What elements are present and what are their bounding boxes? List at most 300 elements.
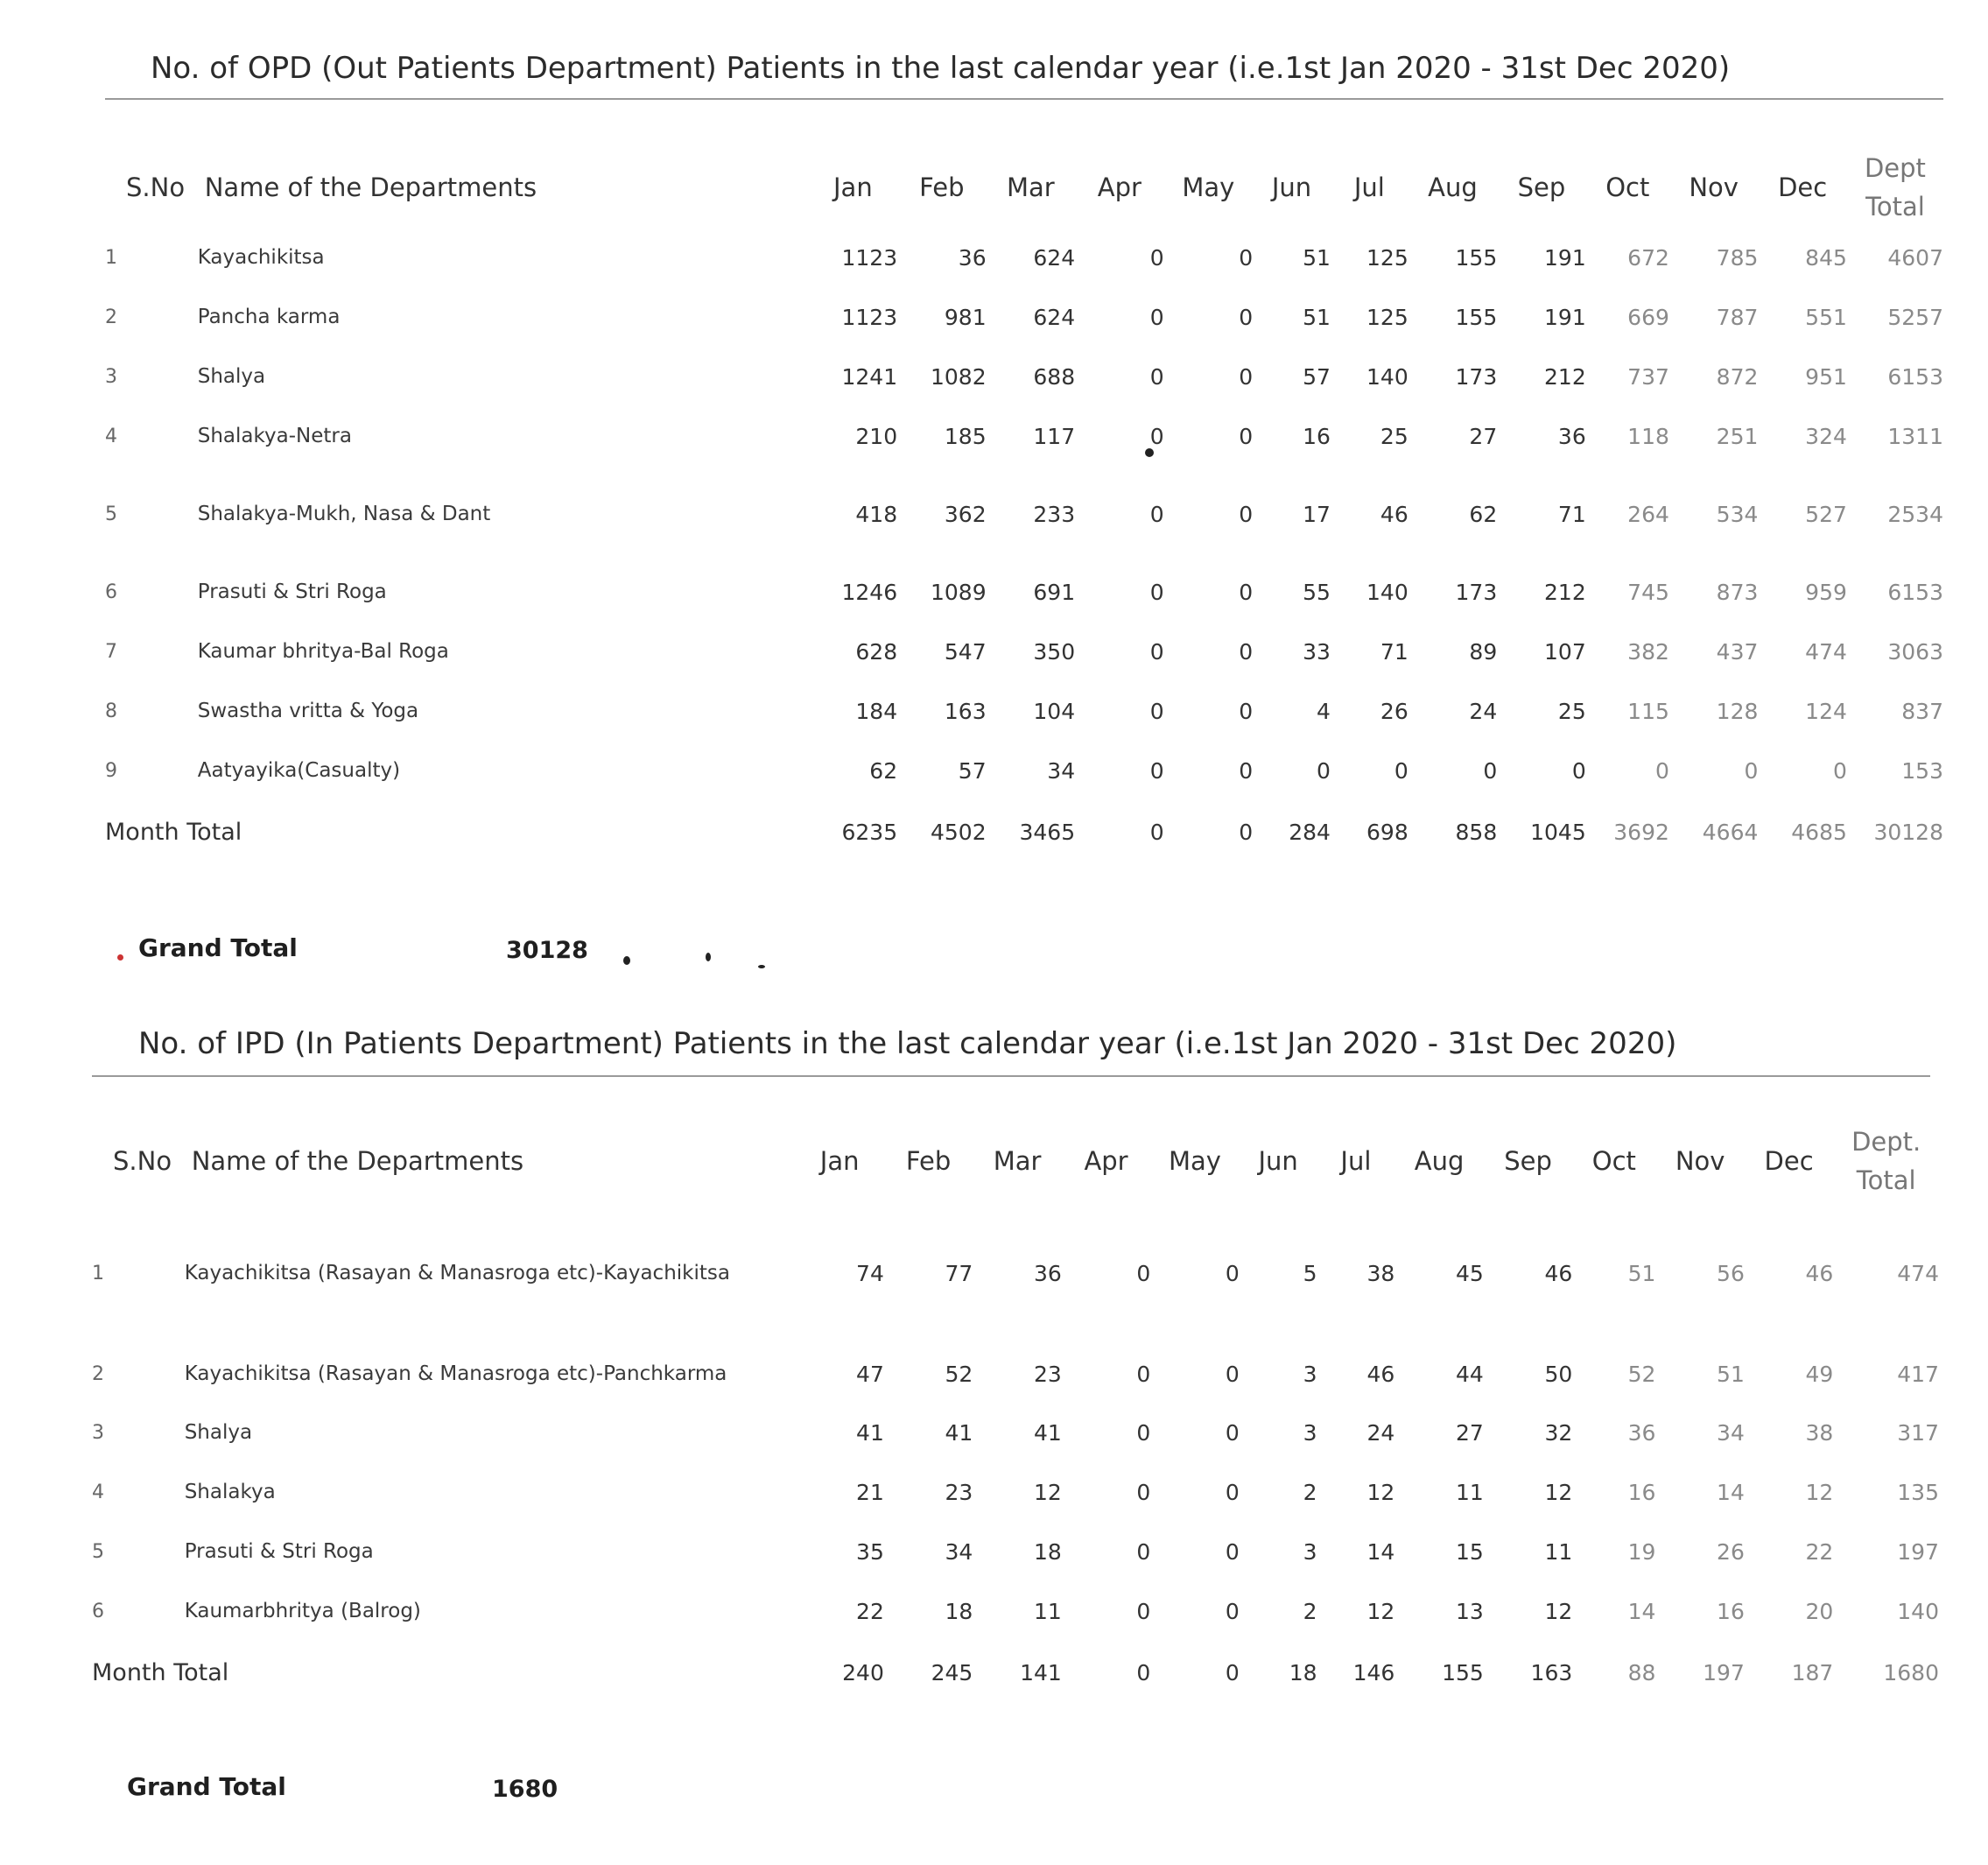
opd-dept-name-cell: Kayachikitsa [197,246,325,269]
ipd-month-total-cell: 88 [1627,1659,1656,1686]
opd-grand-total-label: Grand Total [138,933,298,962]
ipd-value-cell: 12 [1366,1598,1395,1624]
opd-value-cell: 0 [1744,757,1759,784]
opd-value-cell: 185 [944,423,987,449]
opd-value-cell: 5257 [1887,304,1943,330]
opd-value-cell: 153 [1901,757,1943,784]
opd-value-cell: 2534 [1887,501,1943,527]
ipd-title-rule [92,1075,1930,1077]
ipd-value-cell: 36 [1033,1260,1062,1286]
opd-month-total-cell: 6235 [841,819,898,845]
opd-sno-cell: 8 [105,700,117,722]
opd-dept-name-cell: Swastha vritta & Yoga [197,700,419,722]
opd-dept-name-cell: Shalakya-Netra [197,425,352,447]
opd-table-row [105,741,1943,800]
ipd-table-row [92,1462,1939,1522]
opd-value-cell: 1246 [841,579,898,605]
opd-value-cell: 57 [958,757,987,784]
opd-value-cell: 437 [1716,638,1759,665]
opd-value-cell: 0 [1149,579,1164,605]
opd-value-cell: 0 [1239,423,1254,449]
ipd-month-header: Jun [1258,1146,1298,1176]
opd-value-cell: 382 [1627,638,1669,665]
opd-value-cell: 845 [1805,244,1847,271]
ipd-value-cell: 52 [945,1361,973,1387]
opd-value-cell: 1123 [841,244,898,271]
opd-value-cell: 117 [1033,423,1076,449]
ipd-value-cell: 3 [1303,1419,1317,1446]
opd-value-cell: 350 [1033,638,1076,665]
opd-value-cell: 173 [1455,363,1498,390]
opd-month-header: Mar [1007,172,1055,202]
opd-value-cell: 0 [1149,501,1164,527]
opd-month-header: May [1182,172,1235,202]
opd-value-cell: 155 [1455,244,1498,271]
opd-dept-name-cell: Shalya [197,365,266,388]
opd-value-cell: 872 [1716,363,1759,390]
opd-value-cell: 474 [1805,638,1847,665]
ipd-value-cell: 16 [1627,1479,1656,1505]
opd-value-cell: 0 [1149,363,1164,390]
opd-value-cell: 0 [1832,757,1847,784]
opd-value-cell: 124 [1805,698,1847,724]
ipd-value-cell: 2 [1303,1479,1317,1505]
opd-value-cell: 46 [1380,501,1408,527]
ipd-value-cell: 317 [1897,1419,1939,1446]
opd-value-cell: 0 [1239,579,1254,605]
ipd-value-cell: 0 [1225,1260,1240,1286]
ipd-month-header: Feb [905,1146,952,1176]
opd-month-header: Oct [1605,172,1650,202]
ipd-value-cell: 0 [1225,1598,1240,1624]
ipd-value-cell: 35 [856,1538,884,1565]
opd-value-cell: 115 [1627,698,1669,724]
ipd-body [92,1201,1939,1704]
ipd-value-cell: 27 [1455,1419,1484,1446]
ipd-value-cell: 2 [1303,1598,1317,1624]
ipd-sno-header: S.No [113,1146,172,1176]
opd-sno-cell: 3 [105,365,117,388]
opd-value-cell: 787 [1716,304,1759,330]
ipd-value-cell: 41 [945,1419,973,1446]
opd-value-cell: 184 [855,698,898,724]
ipd-value-cell: 15 [1455,1538,1484,1565]
scan-speck [706,953,711,961]
ipd-month-header: Sep [1504,1146,1552,1176]
opd-value-cell: 0 [1149,304,1164,330]
ipd-value-cell: 46 [1544,1260,1573,1286]
opd-value-cell: 51 [1303,304,1331,330]
opd-value-cell: 140 [1366,363,1408,390]
ipd-month-header: Apr [1084,1146,1128,1176]
opd-value-cell: 0 [1239,698,1254,724]
opd-value-cell: 55 [1303,579,1331,605]
opd-value-cell: 125 [1366,244,1408,271]
opd-value-cell: 25 [1380,423,1408,449]
ipd-grand-total-label: Grand Total [127,1772,286,1801]
opd-value-cell: 33 [1303,638,1331,665]
ipd-value-cell: 0 [1136,1260,1151,1286]
opd-month-total-label: Month Total [105,818,242,846]
opd-sno-header: S.No [126,172,186,202]
opd-value-cell: 26 [1380,698,1408,724]
ipd-value-cell: 38 [1366,1260,1395,1286]
opd-title: No. of OPD (Out Patients Department) Patients in the last calendar year (i.e.1st Jan 2020 - 31st Dec 2020) [151,51,1731,86]
opd-total-header: Dept Total [1864,153,1926,222]
ipd-value-cell: 24 [1366,1419,1395,1446]
ipd-value-cell: 0 [1136,1479,1151,1505]
opd-value-cell: 0 [1239,304,1254,330]
opd-value-cell: 36 [1557,423,1586,449]
opd-value-cell: 547 [944,638,987,665]
opd-value-cell: 107 [1544,638,1586,665]
opd-month-header: Apr [1097,172,1142,202]
ipd-value-cell: 12 [1544,1598,1573,1624]
ipd-value-cell: 11 [1033,1598,1062,1624]
opd-table-row [105,622,1943,681]
ipd-grand-total-value: 1680 [492,1776,558,1803]
ipd-value-cell: 51 [1717,1361,1745,1387]
opd-sno-cell: 1 [105,246,117,269]
ipd-month-header: Aug [1414,1146,1465,1176]
ipd-value-cell: 51 [1627,1260,1656,1286]
opd-month-header: Nov [1689,172,1739,202]
ipd-value-cell: 34 [945,1538,973,1565]
opd-sno-cell: 5 [105,503,117,525]
opd-value-cell: 71 [1380,638,1408,665]
opd-value-cell: 0 [1239,501,1254,527]
opd-value-cell: 24 [1469,698,1498,724]
ipd-value-cell: 0 [1136,1419,1151,1446]
opd-month-total-cell: 698 [1366,819,1408,845]
opd-dept-name-cell: Kaumar bhritya-Bal Roga [197,640,449,663]
opd-value-cell: 191 [1544,304,1586,330]
opd-month-header: Dec [1778,172,1828,202]
ipd-dept-name-cell: Kaumarbhritya (Balrog) [184,1600,421,1622]
opd-month-total-cell: 4502 [930,819,987,845]
ipd-sno-cell: 6 [92,1600,104,1622]
opd-value-cell: 0 [1394,757,1408,784]
ipd-value-cell: 11 [1544,1538,1573,1565]
ipd-month-total-cell: 141 [1020,1659,1062,1686]
opd-value-cell: 0 [1654,757,1669,784]
opd-value-cell: 71 [1557,501,1586,527]
ipd-month-total-cell: 197 [1703,1659,1745,1686]
opd-value-cell: 1241 [841,363,898,390]
opd-value-cell: 527 [1805,501,1847,527]
ipd-name-header: Name of the Departments [191,1146,524,1176]
opd-month-total-cell: 4664 [1702,819,1759,845]
opd-sno-cell: 4 [105,425,117,447]
opd-sno-cell: 6 [105,581,117,603]
ipd-value-cell: 11 [1455,1479,1484,1505]
opd-value-cell: 140 [1366,579,1408,605]
opd-table [105,147,1943,863]
opd-value-cell: 837 [1901,698,1943,724]
opd-name-header: Name of the Departments [204,172,537,202]
opd-table-row [105,562,1943,622]
ipd-title: No. of IPD (In Patients Department) Patients in the last calendar year (i.e.1st Jan 2020 - 31st Dec 2020) [138,1026,1677,1061]
ipd-value-cell: 26 [1717,1538,1745,1565]
opd-value-cell: 191 [1544,244,1586,271]
opd-value-cell: 264 [1627,501,1669,527]
ipd-month-header: Oct [1591,1146,1636,1176]
ipd-value-cell: 14 [1627,1598,1656,1624]
opd-dept-name-cell: Aatyayika(Casualty) [197,759,401,782]
ipd-value-cell: 197 [1897,1538,1939,1565]
opd-value-cell: 0 [1239,363,1254,390]
opd-value-cell: 0 [1239,638,1254,665]
ipd-value-cell: 20 [1805,1598,1834,1624]
opd-grand-total-value: 30128 [506,937,588,964]
ipd-month-total-cell: 146 [1352,1659,1395,1686]
ipd-value-cell: 19 [1627,1538,1656,1565]
opd-value-cell: 624 [1033,244,1076,271]
opd-value-cell: 1311 [1887,423,1943,449]
opd-header-row [105,147,1943,228]
opd-value-cell: 233 [1033,501,1076,527]
ipd-value-cell: 21 [856,1479,884,1505]
ipd-value-cell: 46 [1805,1260,1834,1286]
ipd-value-cell: 12 [1544,1479,1573,1505]
ipd-month-header: Mar [993,1146,1042,1176]
opd-value-cell: 873 [1716,579,1759,605]
opd-value-cell: 551 [1805,304,1847,330]
opd-value-cell: 0 [1149,757,1164,784]
opd-value-cell: 16 [1303,423,1331,449]
opd-value-cell: 672 [1627,244,1669,271]
ipd-table-row [92,1201,1939,1345]
ipd-value-cell: 34 [1717,1419,1745,1446]
ipd-value-cell: 47 [856,1361,884,1387]
opd-dept-name-cell: Prasuti & Stri Roga [197,581,387,603]
opd-value-cell: 173 [1455,579,1498,605]
opd-month-total-cell: 3465 [1019,819,1076,845]
opd-value-cell: 62 [869,757,898,784]
scan-speck [758,965,765,968]
ipd-value-cell: 22 [1805,1538,1834,1565]
opd-month-total-cell: 284 [1289,819,1331,845]
opd-value-cell: 745 [1627,579,1669,605]
opd-month-total-row [105,800,1943,863]
opd-value-cell: 0 [1149,638,1164,665]
ipd-value-cell: 0 [1136,1361,1151,1387]
ipd-value-cell: 12 [1366,1479,1395,1505]
opd-table-row [105,681,1943,741]
opd-dept-name-cell: Pancha karma [197,306,341,328]
opd-value-cell: 17 [1303,501,1331,527]
opd-title-rule [105,98,1943,100]
ipd-value-cell: 22 [856,1598,884,1624]
ipd-month-total-label: Month Total [92,1658,229,1686]
opd-value-cell: 27 [1469,423,1498,449]
ipd-value-cell: 56 [1717,1260,1745,1286]
ipd-value-cell: 18 [945,1598,973,1624]
ipd-value-cell: 46 [1366,1361,1395,1387]
opd-value-cell: 1082 [930,363,987,390]
opd-value-cell: 1123 [841,304,898,330]
opd-value-cell: 128 [1716,698,1759,724]
opd-value-cell: 951 [1805,363,1847,390]
ipd-value-cell: 23 [945,1479,973,1505]
ipd-sno-cell: 1 [92,1262,104,1284]
opd-value-cell: 36 [958,244,987,271]
ipd-value-cell: 41 [1033,1419,1062,1446]
ipd-value-cell: 12 [1805,1479,1834,1505]
ipd-value-cell: 3 [1303,1361,1317,1387]
scan-speck [623,956,630,965]
ipd-dept-name-cell: Kayachikitsa (Rasayan & Manasroga etc)-Kayachikitsa [184,1262,730,1284]
opd-sno-cell: 7 [105,640,117,663]
ipd-month-total-cell: 163 [1530,1659,1573,1686]
opd-value-cell: 324 [1805,423,1847,449]
opd-value-cell: 981 [944,304,987,330]
ipd-value-cell: 52 [1627,1361,1656,1387]
ipd-value-cell: 5 [1303,1260,1317,1286]
ipd-month-total-cell: 18 [1289,1659,1317,1686]
opd-table-row [105,287,1943,347]
ipd-header-row [92,1121,1939,1201]
ipd-table-row [92,1581,1939,1641]
ipd-month-total-cell: 240 [842,1659,884,1686]
ipd-sno-cell: 5 [92,1540,104,1563]
opd-value-cell: 155 [1455,304,1498,330]
opd-value-cell: 628 [855,638,898,665]
ipd-value-cell: 417 [1897,1361,1939,1387]
ipd-month-total-cell: 0 [1136,1659,1151,1686]
opd-table-row [105,228,1943,287]
opd-month-total-cell: 858 [1455,819,1498,845]
ipd-dept-name-cell: Prasuti & Stri Roga [184,1540,374,1563]
ipd-total-header: Dept. Total [1851,1127,1921,1195]
opd-value-cell: 0 [1149,698,1164,724]
opd-value-cell: 3063 [1887,638,1943,665]
opd-month-header: Sep [1517,172,1566,202]
opd-value-cell: 691 [1033,579,1076,605]
opd-value-cell: 418 [855,501,898,527]
opd-value-cell: 104 [1033,698,1076,724]
ipd-value-cell: 474 [1897,1260,1939,1286]
opd-value-cell: 624 [1033,304,1076,330]
opd-value-cell: 25 [1557,698,1586,724]
ipd-value-cell: 0 [1136,1538,1151,1565]
opd-month-total-cell: 30128 [1873,819,1943,845]
ipd-value-cell: 0 [1225,1419,1240,1446]
opd-sno-cell: 9 [105,759,117,782]
opd-value-cell: 57 [1303,363,1331,390]
ipd-sno-cell: 3 [92,1421,104,1444]
opd-value-cell: 1089 [930,579,987,605]
opd-value-cell: 212 [1544,363,1586,390]
opd-value-cell: 688 [1033,363,1076,390]
ipd-sno-cell: 2 [92,1362,104,1385]
ipd-month-total-cell: 1680 [1883,1659,1939,1686]
ipd-value-cell: 36 [1627,1419,1656,1446]
opd-value-cell: 251 [1716,423,1759,449]
ipd-month-header: May [1169,1146,1221,1176]
opd-dept-name-cell: Shalakya-Mukh, Nasa & Dant [197,503,491,525]
ipd-value-cell: 0 [1225,1479,1240,1505]
ipd-month-header: Jan [819,1146,860,1176]
ipd-value-cell: 0 [1225,1361,1240,1387]
opd-value-cell: 210 [855,423,898,449]
opd-value-cell: 0 [1571,757,1586,784]
opd-value-cell: 669 [1627,304,1669,330]
ipd-table-row [92,1345,1939,1403]
opd-value-cell: 4 [1317,698,1331,724]
opd-month-total-cell: 3692 [1613,819,1669,845]
ipd-value-cell: 14 [1717,1479,1745,1505]
opd-value-cell: 4607 [1887,244,1943,271]
opd-body [105,228,1943,863]
opd-value-cell: 6153 [1887,579,1943,605]
opd-month-header: Jan [833,172,873,202]
ipd-table [92,1121,1939,1704]
ipd-value-cell: 44 [1455,1361,1484,1387]
ipd-month-header: Dec [1764,1146,1814,1176]
ipd-value-cell: 135 [1897,1479,1939,1505]
opd-table-row [105,466,1943,562]
ipd-value-cell: 41 [856,1419,884,1446]
ipd-value-cell: 0 [1225,1538,1240,1565]
ipd-value-cell: 77 [945,1260,973,1286]
opd-value-cell: 51 [1303,244,1331,271]
opd-value-cell: 737 [1627,363,1669,390]
opd-value-cell: 0 [1483,757,1498,784]
ipd-value-cell: 23 [1033,1361,1062,1387]
ipd-value-cell: 3 [1303,1538,1317,1565]
opd-value-cell: 0 [1149,244,1164,271]
ipd-value-cell: 12 [1033,1479,1062,1505]
ipd-dept-name-cell: Shalya [184,1421,253,1444]
opd-value-cell: 0 [1317,757,1331,784]
ipd-dept-name-cell: Shalakya [184,1481,276,1503]
opd-month-total-cell: 1045 [1530,819,1586,845]
opd-value-cell: 6153 [1887,363,1943,390]
opd-month-header: Aug [1428,172,1478,202]
ipd-table-row [92,1522,1939,1581]
opd-value-cell: 89 [1469,638,1498,665]
opd-value-cell: 0 [1149,423,1164,449]
opd-value-cell: 362 [944,501,987,527]
ipd-month-total-cell: 155 [1442,1659,1484,1686]
opd-value-cell: 163 [944,698,987,724]
ipd-value-cell: 13 [1455,1598,1484,1624]
ipd-month-total-cell: 245 [931,1659,973,1686]
opd-value-cell: 34 [1047,757,1076,784]
ipd-table-row [92,1403,1939,1462]
opd-value-cell: 62 [1469,501,1498,527]
opd-value-cell: 785 [1716,244,1759,271]
opd-month-header: Feb [919,172,965,202]
opd-month-header: Jun [1271,172,1312,202]
scan-speck [117,954,123,961]
opd-sno-cell: 2 [105,306,117,328]
ipd-sno-cell: 4 [92,1481,104,1503]
ipd-dept-name-cell: Kayachikitsa (Rasayan & Manasroga etc)-Panchkarma [184,1362,727,1385]
ipd-value-cell: 16 [1717,1598,1745,1624]
ipd-month-total-cell: 0 [1225,1659,1240,1686]
opd-value-cell: 534 [1716,501,1759,527]
opd-table-row [105,347,1943,406]
ipd-value-cell: 32 [1544,1419,1573,1446]
opd-value-cell: 212 [1544,579,1586,605]
ipd-value-cell: 140 [1897,1598,1939,1624]
opd-value-cell: 118 [1627,423,1669,449]
ipd-month-header: Nov [1675,1146,1725,1176]
ipd-value-cell: 14 [1366,1538,1395,1565]
ipd-month-header: Jul [1340,1146,1372,1176]
